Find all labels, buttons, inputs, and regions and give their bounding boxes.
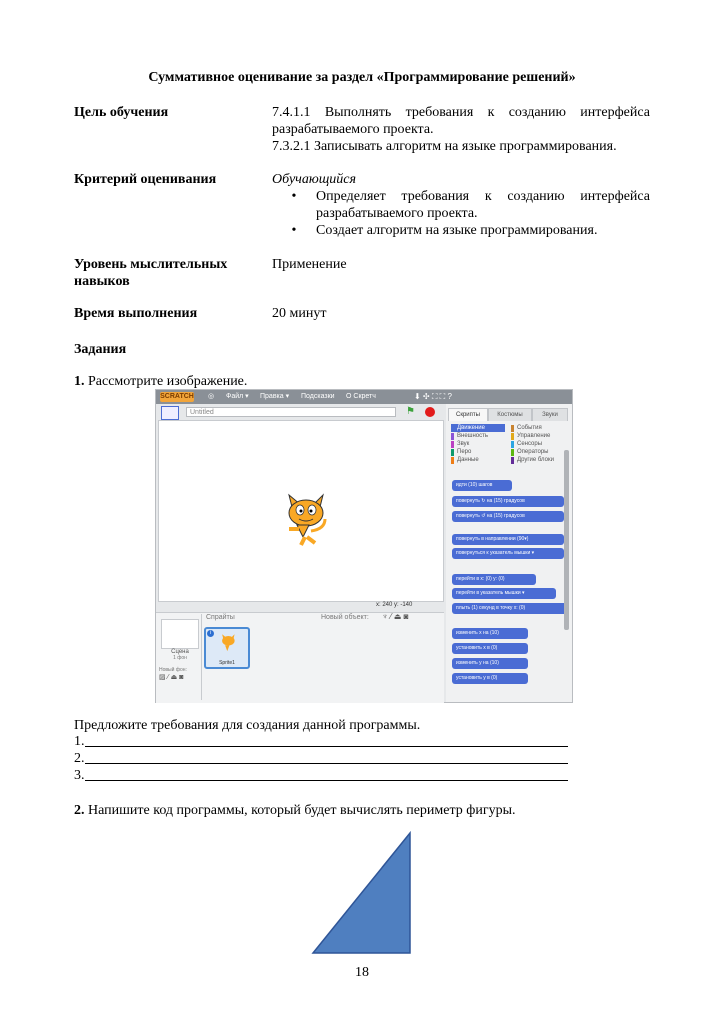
document-title: Суммативное оценивание за раздел «Программирование решений» <box>148 70 576 85</box>
menu-about[interactable]: О Скретч <box>346 393 376 400</box>
criteria-item-2: • Создает алгоритм на языке программирования. <box>272 222 650 239</box>
categories-right <box>511 424 554 464</box>
tab-costumes[interactable]: Костюмы <box>488 408 532 421</box>
task-2-number: 2. <box>74 803 85 818</box>
category-color-swatch <box>511 441 514 448</box>
time-label: Время выполнения <box>74 306 198 321</box>
cat-sprite[interactable] <box>275 489 335 549</box>
toolbar-tools-icon[interactable]: ⬇ ✣ ⛶ ⛶ ? <box>414 392 452 401</box>
motion-block[interactable]: перейти в указатель мышки ▾ <box>452 588 556 599</box>
category-color-swatch <box>451 457 454 464</box>
category-right-0[interactable]: События <box>511 424 554 432</box>
task-2 <box>74 802 515 819</box>
page-number: 18 <box>355 965 369 980</box>
level-value: Применение <box>272 257 347 272</box>
category-color-swatch <box>511 449 514 456</box>
category-color-swatch <box>451 441 454 448</box>
criteria-item-1-cont: разрабатываемого проекта. <box>316 206 478 221</box>
motion-block[interactable]: установить у в (0) <box>452 673 528 684</box>
category-right-3[interactable]: Операторы <box>511 448 554 456</box>
menu-edit[interactable]: Правка ▾ <box>260 393 290 400</box>
criteria-item-1: • Определяет требования к созданию интерфейса <box>272 188 650 205</box>
motion-block[interactable]: изменить x на (10) <box>452 628 528 639</box>
category-left-0[interactable]: Движение <box>451 424 505 432</box>
task-1 <box>74 373 247 390</box>
category-color-swatch <box>451 433 454 440</box>
right-triangle-figure <box>310 830 414 956</box>
palette-scrollbar[interactable] <box>564 450 569 630</box>
category-color-swatch <box>511 457 514 464</box>
stage-thumbnail[interactable] <box>161 619 199 649</box>
stage-panel <box>159 614 202 700</box>
bullet-icon: • <box>291 189 297 204</box>
category-right-1[interactable]: Управление <box>511 432 554 440</box>
sprite-name: Sprite1 <box>219 660 235 666</box>
motion-block[interactable]: идти (10) шагов <box>452 480 512 491</box>
goal-label: Цель обучения <box>74 105 169 120</box>
task-1-number: 1. <box>74 374 85 389</box>
category-left-3[interactable]: Перо <box>451 448 505 456</box>
motion-block[interactable]: изменить у на (10) <box>452 658 528 669</box>
categories-left <box>451 424 505 464</box>
level-label-2: навыков <box>74 274 130 289</box>
task-1-text: Рассмотрите изображение. <box>88 374 248 389</box>
category-left-2[interactable]: Звук <box>451 440 505 448</box>
stage[interactable] <box>158 420 444 602</box>
backdrop-tools-icon[interactable]: ▨ ⁄ ⏏ ◙ <box>159 674 184 681</box>
task-1-prompt: Предложите требования для создания данной программы. <box>74 718 421 733</box>
tasks-heading: Задания <box>74 342 127 357</box>
task-2-text: Напишите код программы, который будет вычислять периметр фигуры. <box>88 803 516 818</box>
scratch-screenshot <box>155 389 573 703</box>
level-label-1: Уровень мыслительных <box>74 257 228 272</box>
answer-line-3[interactable]: 3. <box>74 768 568 784</box>
category-right-2[interactable]: Сенсоры <box>511 440 554 448</box>
category-right-4[interactable]: Другие блоки <box>511 456 554 464</box>
sprites-label: Спрайты <box>206 614 235 621</box>
motion-block[interactable]: повернуть в направлении (90▾) <box>452 534 564 545</box>
cat-thumbnail-icon <box>217 632 239 654</box>
criteria-label: Критерий оценивания <box>74 172 217 187</box>
bullet-icon: • <box>291 223 297 238</box>
motion-block[interactable]: перейти в x: (0) y: (0) <box>452 574 536 585</box>
globe-icon[interactable]: ◎ <box>208 393 215 400</box>
green-flag-icon[interactable]: ⚑ <box>406 406 415 417</box>
new-backdrop-label: Новый фон: <box>159 667 187 673</box>
criteria-intro: Обучающийся <box>272 172 357 187</box>
motion-block[interactable]: повернуться к указатель мышки ▾ <box>452 548 564 559</box>
category-color-swatch <box>511 433 514 440</box>
new-sprite-tools-icon[interactable]: ♆ ⁄ ⏏ ◙ <box>382 612 409 621</box>
info-icon[interactable]: i <box>207 630 214 637</box>
answer-line-1[interactable]: 1. <box>74 734 568 750</box>
time-value: 20 минут <box>272 306 327 321</box>
category-left-1[interactable]: Внешность <box>451 432 505 440</box>
goal-line-3: 7.3.2.1 Записывать алгоритм на языке программирования. <box>272 139 617 154</box>
motion-block[interactable]: повернуть ↻ на (15) градусов <box>452 496 564 507</box>
category-color-swatch <box>451 425 454 432</box>
motion-block[interactable]: плыть (1) секунд в точку x: (0) <box>452 603 568 614</box>
presentation-mode-icon[interactable] <box>161 406 179 420</box>
goal-line-1: 7.4.1.1 Выполнять требования к созданию интерфейса <box>272 105 650 120</box>
category-color-swatch <box>451 449 454 456</box>
mouse-coords: x: 240 y: -140 <box>376 602 413 608</box>
motion-block[interactable]: повернуть ↺ на (15) градусов <box>452 511 564 522</box>
project-name-input[interactable]: Untitled <box>186 407 396 417</box>
menu-file[interactable]: Файл ▾ <box>226 393 249 400</box>
menu-tips[interactable]: Подсказки <box>301 393 335 400</box>
tab-sounds[interactable]: Звуки <box>532 408 568 421</box>
tab-scripts[interactable]: Скрипты <box>448 408 488 421</box>
category-color-swatch <box>511 425 514 432</box>
scratch-logo: SCRATCH <box>160 393 194 400</box>
category-left-4[interactable]: Данные <box>451 456 505 464</box>
goal-line-2: разрабатываемого проекта. <box>272 122 434 137</box>
motion-block[interactable]: установить x в (0) <box>452 643 528 654</box>
answer-line-2[interactable]: 2. <box>74 751 568 767</box>
stage-label: Сцена <box>171 649 189 655</box>
sprite-tile[interactable] <box>204 627 250 669</box>
stop-icon[interactable] <box>425 407 435 417</box>
stage-sub: 1 фон <box>173 655 187 661</box>
new-object-label: Новый объект: <box>321 614 369 621</box>
